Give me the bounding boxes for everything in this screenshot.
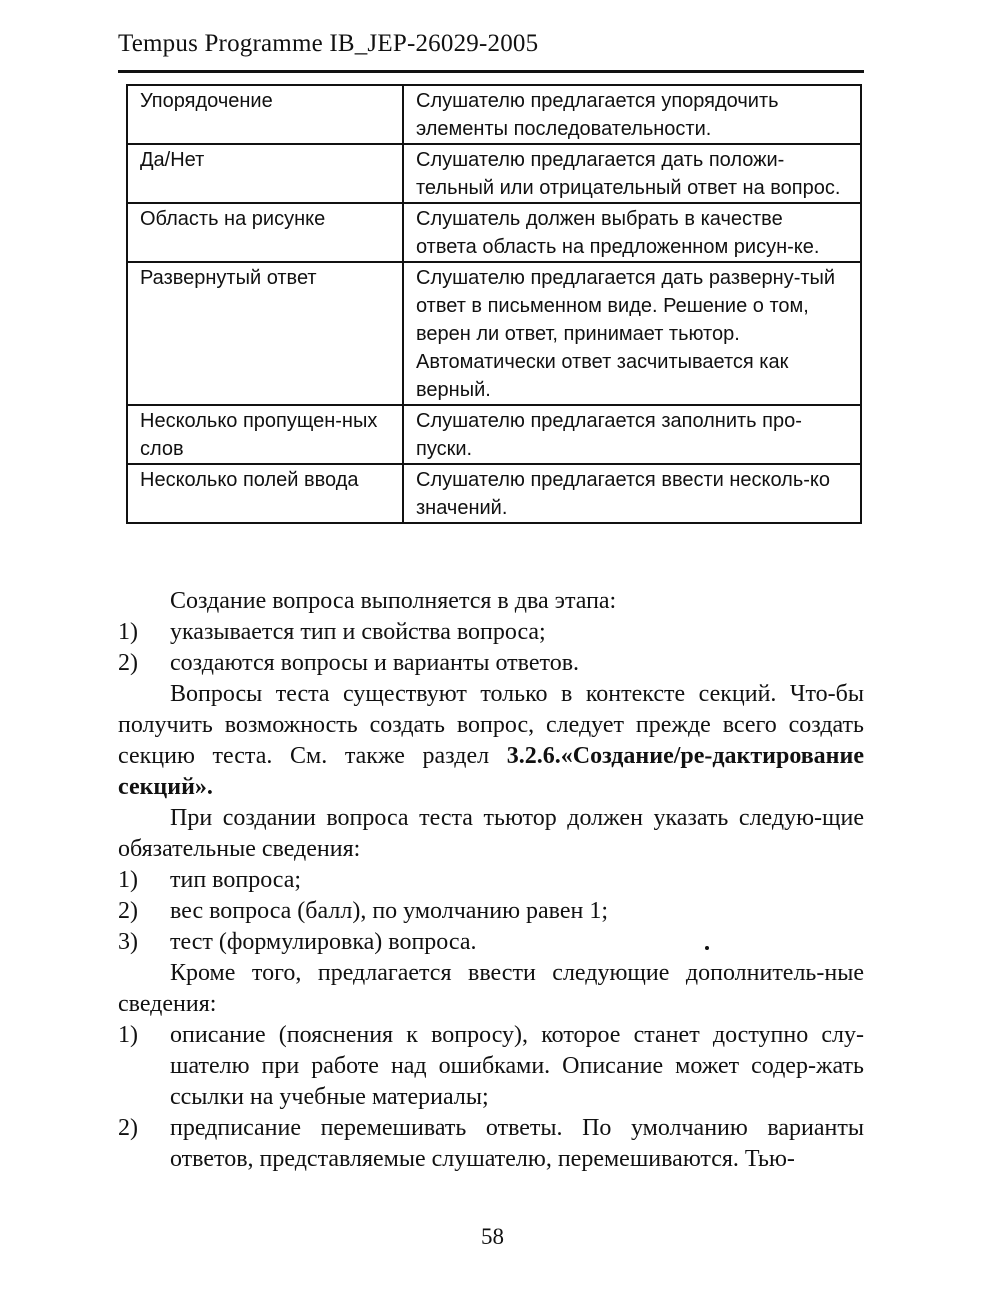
table-row xyxy=(127,405,861,464)
list-number: 1) xyxy=(118,1022,138,1048)
list-item xyxy=(118,617,864,648)
list-text: описание (пояснения к вопросу), которое станет доступно слу-шателю при работе над ошибками. Описание может содер-жать ссылки на учебные материалы; xyxy=(170,1022,864,1110)
table-row xyxy=(127,203,861,262)
list-text: указывается тип и свойства вопроса; xyxy=(170,619,546,645)
list-text: тест (формулировка) вопроса. xyxy=(170,929,477,955)
header-rule xyxy=(118,70,864,73)
paragraph-creation-stages: Создание вопроса выполняется в два этапа: xyxy=(170,588,617,614)
question-description-cell: Слушатель должен выбрать в качестве ответа область на предложенном рисун-ке. xyxy=(403,203,861,262)
list-item xyxy=(118,648,864,679)
list-text: создаются вопросы и варианты ответов. xyxy=(170,650,580,676)
question-types-table xyxy=(126,84,862,524)
question-type-cell: Да/Нет xyxy=(127,144,403,203)
question-description-cell: Слушателю предлагается ввести несколь-ко значений. xyxy=(403,464,861,523)
list-text: тип вопроса; xyxy=(170,867,302,893)
table-row xyxy=(127,464,861,523)
list-number: 1) xyxy=(118,619,138,645)
body-text xyxy=(118,586,864,1175)
question-description-cell: Слушателю предлагается дать разверну-тый ответ в письменном виде. Решение о том, верен ли ответ, принимает тьютор. Автоматически ответ засчитывается как верный. xyxy=(403,262,861,405)
page-number: 58 xyxy=(481,1224,504,1249)
question-type-cell: Область на рисунке xyxy=(127,203,403,262)
question-description-cell: Слушателю предлагается упорядочить элементы последовательности. xyxy=(403,85,861,144)
question-description-cell: Слушателю предлагается заполнить про-пуски. xyxy=(403,405,861,464)
list-text: предписание перемешивать ответы. По умолчанию варианты ответов, представляемые слушателю, перемешиваются. Тью- xyxy=(170,1115,864,1172)
list-number: 2) xyxy=(118,1115,138,1141)
paragraph-text: Вопросы теста существуют только в контексте секций. Что-бы получить возможность создать вопрос, следует прежде всего создать секцию теста. См. также раздел xyxy=(118,681,864,769)
question-type-cell: Несколько полей ввода xyxy=(127,464,403,523)
table-row xyxy=(127,85,861,144)
question-description-cell: Слушателю предлагается дать положи-тельный или отрицательный ответ на вопрос. xyxy=(403,144,861,203)
list-number: 1) xyxy=(118,867,138,893)
running-header: Tempus Programme IB_JEP-26029-2005 xyxy=(118,30,539,57)
list-text: вес вопроса (балл), по умолчанию равен 1; xyxy=(170,898,609,924)
paragraph-sections xyxy=(118,679,864,803)
paragraph-required-info: При создании вопроса теста тьютор должен указать следую-щие обязательные сведения: xyxy=(118,805,864,862)
list-item xyxy=(118,896,864,927)
table-row xyxy=(127,262,861,405)
list-number: 3) xyxy=(118,929,138,955)
list-item xyxy=(118,1020,864,1113)
list-item xyxy=(118,865,864,896)
paragraph-optional-info: Кроме того, предлагается ввести следующие дополнитель-ные сведения: xyxy=(118,960,864,1017)
section-reference: 3.2.6.«Создание/ре-дактирование секций». xyxy=(118,743,864,800)
list-number: 2) xyxy=(118,650,138,676)
question-type-cell: Развернутый ответ xyxy=(127,262,403,405)
question-type-cell: Упорядочение xyxy=(127,85,403,144)
list-item xyxy=(118,927,864,958)
table-row xyxy=(127,144,861,203)
stray-dot-mark xyxy=(705,946,709,950)
list-number: 2) xyxy=(118,898,138,924)
list-item xyxy=(118,1113,864,1175)
question-type-cell: Несколько пропущен-ных слов xyxy=(127,405,403,464)
